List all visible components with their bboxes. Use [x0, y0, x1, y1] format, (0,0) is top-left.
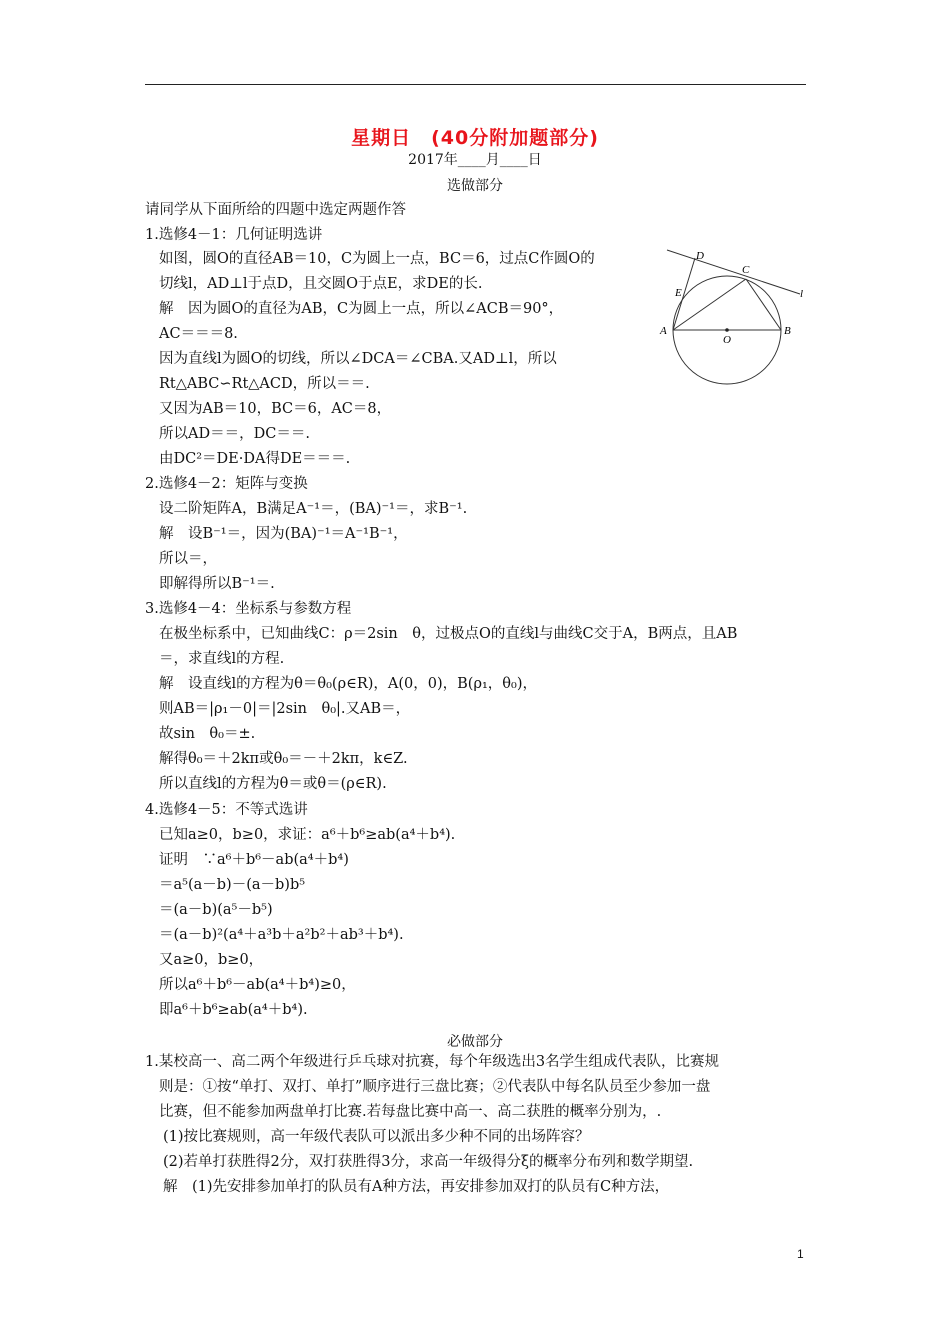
text-line: 即解得所以B⁻¹＝. [159, 576, 275, 592]
text-line: 所以AD＝＝，DC＝＝. [159, 426, 310, 442]
text-line: (1)按比赛规则，高一年级代表队可以派出多少种不同的出场阵容？ [163, 1129, 590, 1145]
text-line: 解 设直线l的方程为θ＝θ₀(ρ∈R)，A(0，0)，B(ρ₁，θ₀)， [159, 676, 537, 692]
header-rule [145, 84, 806, 85]
text-line: 切线l，AD⊥l于点D，且交圆O于点E，求DE的长. [159, 276, 483, 292]
text-line: 即a⁶＋b⁶≥ab(a⁴＋b⁴). [159, 1002, 308, 1018]
text-line: 因为直线l为圆O的切线，所以∠DCA＝∠CBA.又AD⊥l，所以 [159, 351, 557, 367]
text-line: Rt△ABC∽Rt△ACD，所以＝＝. [159, 376, 370, 392]
section-elective: 选做部分 [447, 178, 503, 194]
problem-heading: 4.选修4－5：不等式选讲 [145, 802, 308, 818]
text-line: 在极坐标系中，已知曲线C：ρ＝2sin θ，过极点O的直线l与曲线C交于A，B两点，且AB [159, 626, 738, 642]
label-o: O [723, 334, 731, 346]
instruction-line: 请同学从下面所给的四题中选定两题作答 [145, 202, 406, 218]
circle-tangent-figure [657, 242, 817, 392]
text-line: 解 设B⁻¹＝，因为(BA)⁻¹＝A⁻¹B⁻¹， [159, 526, 408, 542]
text-line: AC＝＝＝8. [159, 326, 238, 342]
problem-heading: 2.选修4－2：矩阵与变换 [145, 476, 308, 492]
text-line: 比赛，但不能参加两盘单打比赛.若每盘比赛中高一、高二获胜的概率分别为，. [159, 1104, 662, 1120]
problem-heading: 3.选修4－4：坐标系与参数方程 [145, 601, 352, 617]
label-c: C [742, 264, 750, 276]
text-line: 解得θ₀＝＋2kπ或θ₀＝－＋2kπ，k∈Z. [159, 751, 408, 767]
label-l: l [800, 288, 804, 300]
text-line: 解 因为圆O的直径为AB，C为圆上一点，所以∠ACB＝90°， [159, 301, 564, 317]
page-title: 星期日 (40分附加题部分) [351, 127, 599, 149]
text-line: 所以a⁶＋b⁶－ab(a⁴＋b⁴)≥0， [159, 977, 356, 993]
text-line: 所以直线l的方程为θ＝或θ＝(ρ∈R). [159, 776, 387, 792]
text-line: 则是：①按“单打、双打、单打”顺序进行三盘比赛；②代表队中每名队员至少参加一盘 [159, 1079, 711, 1095]
section-required: 必做部分 [447, 1034, 503, 1050]
label-b: B [784, 325, 791, 337]
problem-heading: 1.某校高一、高二两个年级进行乒乓球对抗赛，每个年级选出3名学生组成代表队，比赛规 [145, 1054, 720, 1070]
text-line: 如图，圆O的直径AB＝10，C为圆上一点，BC＝6，过点C作圆O的 [159, 251, 595, 267]
text-line: (2)若单打获胜得2分，双打获胜得3分，求高一年级得分ξ的概率分布列和数学期望. [163, 1154, 694, 1170]
label-d: D [696, 250, 704, 262]
text-line: 所以＝， [159, 551, 217, 567]
text-line: 设二阶矩阵A，B满足A⁻¹＝，(BA)⁻¹＝，求B⁻¹. [159, 501, 468, 517]
label-e: E [675, 287, 682, 299]
text-line: 则AB＝|ρ₁－0|＝|2sin θ₀|.又AB＝， [159, 701, 411, 717]
text-line: 解 (1)先安排参加单打的队员有A种方法，再安排参加双打的队员有C种方法， [163, 1179, 670, 1195]
chord-ac [673, 279, 746, 330]
text-line: ＝(a－b)²(a⁴＋a³b＋a²b²＋ab³＋b⁴). [159, 927, 404, 943]
text-line: 由DC²＝DE·DA得DE＝＝＝. [159, 451, 351, 467]
text-line: ＝a⁵(a－b)－(a－b)b⁵ [159, 877, 306, 893]
page-number: 1 [797, 1247, 804, 1261]
problem-heading: 1.选修4－1：几何证明选讲 [145, 227, 323, 243]
text-line: ＝(a－b)(a⁵－b⁵) [159, 902, 273, 918]
text-line: 证明 ∵a⁶＋b⁶－ab(a⁴＋b⁴) [159, 852, 349, 868]
text-line: 又因为AB＝10，BC＝6，AC＝8， [159, 401, 392, 417]
text-line: 故sin θ₀＝±. [159, 726, 256, 742]
label-a: A [660, 325, 667, 337]
center-point [725, 328, 729, 332]
text-line: ＝，求直线l的方程. [159, 651, 285, 667]
chord-bc [746, 279, 781, 330]
text-line: 又a≥0，b≥0， [159, 952, 264, 968]
text-line: 已知a≥0，b≥0，求证：a⁶＋b⁶≥ab(a⁴＋b⁴). [159, 827, 456, 843]
date-line: 2017年____月____日 [408, 152, 542, 168]
